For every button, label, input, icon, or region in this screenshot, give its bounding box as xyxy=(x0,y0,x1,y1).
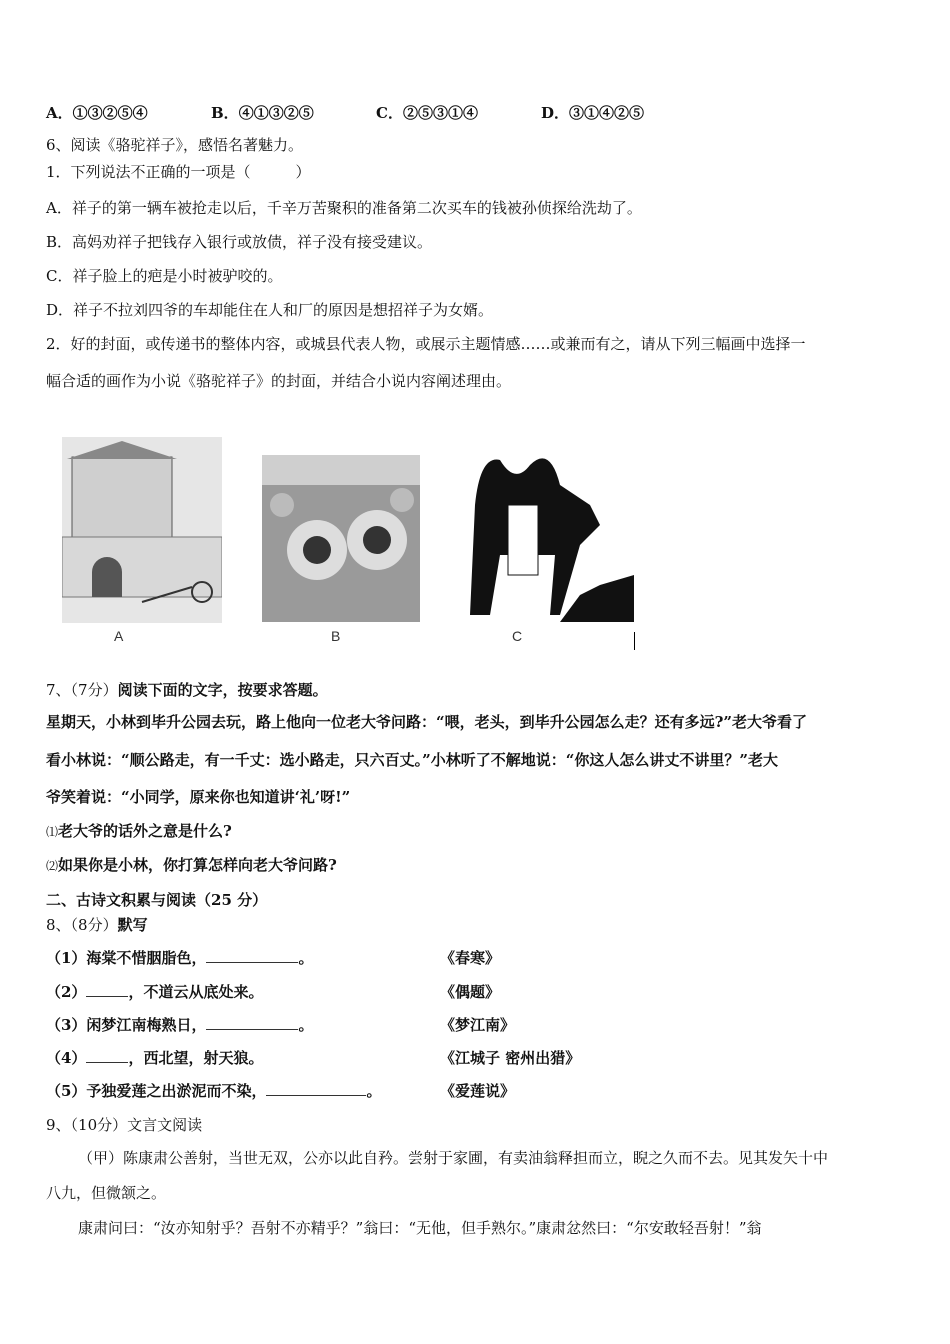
section-2-heading: 二、古诗文积累与阅读（25 分） xyxy=(46,891,268,909)
answer-blank[interactable] xyxy=(266,1081,366,1096)
item-text: ，西北望，射天狼。 xyxy=(128,1049,264,1067)
q8-item-3-title: 《梦江南》 xyxy=(440,1016,516,1034)
q8-item-2-title: 《偶题》 xyxy=(440,983,501,1001)
q7-question-1 xyxy=(46,821,232,842)
picture-label-a: A xyxy=(114,628,124,644)
q8-heading xyxy=(46,915,148,935)
item-text: 。 xyxy=(298,1016,314,1034)
q7-instruction: 阅读下面的文字，按要求答题。 xyxy=(117,681,328,699)
option-letter: D． xyxy=(541,104,570,122)
item-text: （1）海棠不惜胭脂色， xyxy=(46,949,207,967)
q6-sub2-line1: 2．好的封面，或传递书的整体内容，或城县代表人物，或展示主题情感……或兼而有之，请从下列三幅画中选择一 xyxy=(46,335,806,353)
q8-item-1-title: 《春寒》 xyxy=(440,949,501,967)
option-letter: C． xyxy=(376,104,403,122)
option-value: ①③②⑤④ xyxy=(72,104,148,122)
q8-item-3 xyxy=(46,1015,313,1035)
option-d xyxy=(541,102,644,123)
q7-heading xyxy=(46,680,328,700)
option-letter: B． xyxy=(211,104,239,122)
q8-instruction: 默写 xyxy=(117,916,148,934)
option-value: ④①③②⑤ xyxy=(238,104,314,122)
item-text: （5）予独爱莲之出淤泥而不染， xyxy=(46,1082,267,1100)
picture-a-city-gate-rickshaw xyxy=(62,437,222,623)
q9-heading: 9、（10分）文言文阅读 xyxy=(46,1116,203,1134)
q7-question-2 xyxy=(46,855,337,876)
q8-item-5-title: 《爱莲说》 xyxy=(440,1082,516,1100)
q6-heading: 6、阅读《骆驼祥子》，感悟名著魅力。 xyxy=(46,136,304,154)
item-text: ，不道云从底处来。 xyxy=(128,983,264,1001)
q6-option-c: C．祥子脸上的疤是小时被驴咬的。 xyxy=(46,267,283,285)
q6-sub1: 1．下列说法不正确的一项是（ ） xyxy=(46,163,311,181)
q7-passage-line3: 爷笑着说：“小同学，原来你也知道讲‘礼’呀!” xyxy=(46,788,351,806)
q7-passage-line2: 看小林说：“顺公路走，有一千丈：选小路走，只六百丈。”小林听了不解地说：“你这人怎么讲丈不讲里？”老大 xyxy=(46,751,779,769)
option-value: ③①④②⑤ xyxy=(569,104,645,122)
item-text: 。 xyxy=(366,1082,382,1100)
answer-blank[interactable] xyxy=(206,948,298,963)
text-cursor xyxy=(634,632,635,650)
question-number: ⑵ xyxy=(46,859,59,873)
picture-label-c: C xyxy=(512,628,523,644)
answer-blank[interactable] xyxy=(206,1015,298,1030)
item-text: （3）闲梦江南梅熟日， xyxy=(46,1016,207,1034)
q6-sub2-line2: 幅合适的画作为小说《骆驼祥子》的封面，并结合小说内容阐述理由。 xyxy=(46,372,512,390)
q6-option-b: B．高妈劝祥子把钱存入银行或放债，祥子没有接受建议。 xyxy=(46,233,433,251)
question-text: 老大爷的话外之意是什么? xyxy=(58,822,232,840)
q8-item-4 xyxy=(46,1048,263,1068)
answer-blank[interactable] xyxy=(86,982,128,997)
question-number: ⑴ xyxy=(46,825,59,839)
q8-item-2 xyxy=(46,982,263,1002)
question-text: 如果你是小林，你打算怎样向老大爷问路? xyxy=(58,856,337,874)
option-a xyxy=(46,102,148,123)
option-letter: A． xyxy=(46,104,73,122)
q9-text-line1: （甲）陈康肃公善射，当世无双，公亦以此自矜。尝射于家圃，有卖油翁释担而立，睨之久而不去。见其发矢十中 xyxy=(78,1149,829,1167)
q8-item-1 xyxy=(46,948,313,968)
q8-item-4-title: 《江城子 密州出猎》 xyxy=(440,1049,581,1067)
option-c xyxy=(376,102,478,123)
item-text: （4） xyxy=(46,1049,87,1067)
q8-score: 8、（8分） xyxy=(46,916,118,934)
q9-text-line2: 八九，但微颔之。 xyxy=(46,1184,167,1202)
q6-option-a: A．祥子的第一辆车被抢走以后，千辛万苦聚积的准备第二次买车的钱被孙侦探给洗劫了。 xyxy=(46,199,642,217)
item-text: 。 xyxy=(298,949,314,967)
answer-blank[interactable] xyxy=(86,1048,128,1063)
picture-b-sunflowers xyxy=(262,455,420,622)
picture-c-camel-silhouette xyxy=(440,415,634,622)
picture-label-b: B xyxy=(331,628,341,644)
q7-passage-line1: 星期天，小林到毕升公园去玩，路上他向一位老大爷问路：“喂，老头，到毕升公园怎么走？还有多远?”老大爷看了 xyxy=(46,713,808,731)
q6-option-d: D．祥子不拉刘四爷的车却能住在人和厂的原因是想招祥子为女婿。 xyxy=(46,301,494,319)
option-b xyxy=(211,102,314,123)
q7-score: 7、（7分） xyxy=(46,681,118,699)
option-value: ②⑤③①④ xyxy=(402,104,478,122)
q8-item-5 xyxy=(46,1081,381,1101)
q9-text-line3: 康肃问曰：“汝亦知射乎？吾射不亦精乎？”翁曰：“无他，但手熟尔。”康肃忿然曰：“尔安敢轻吾射！”翁 xyxy=(78,1219,762,1237)
item-text: （2） xyxy=(46,983,87,1001)
